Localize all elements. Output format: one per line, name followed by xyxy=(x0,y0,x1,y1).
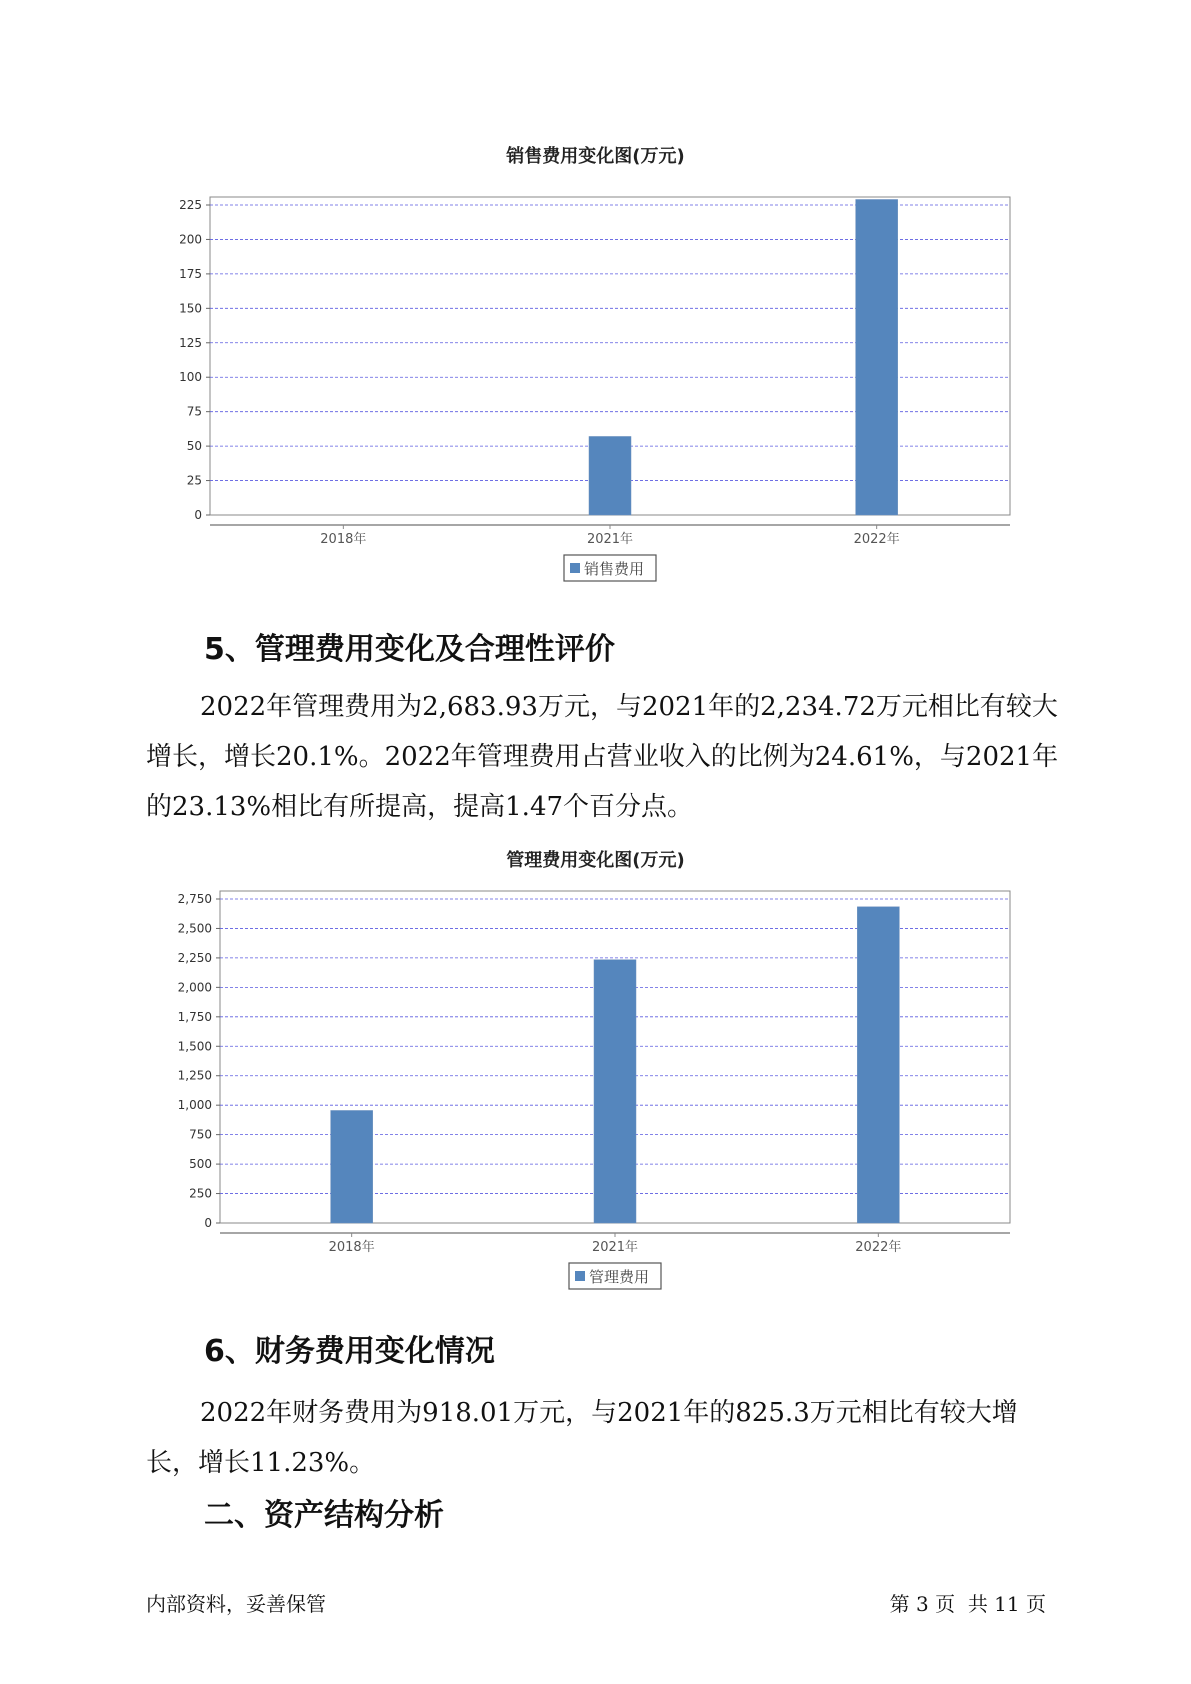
y-tick-label: 0 xyxy=(204,1216,212,1230)
section-6-text: 2022年财务费用为918.01万元，与2021年的825.3万元相比有较大增长，增长11.23%。 xyxy=(146,1398,1018,1478)
bar xyxy=(594,960,636,1223)
bar xyxy=(589,436,631,515)
y-tick-label: 150 xyxy=(179,301,202,316)
sales-expense-chart xyxy=(0,170,1191,590)
category-label: 2018年 xyxy=(328,1240,375,1255)
y-tick-label: 1,250 xyxy=(177,1068,212,1083)
bar xyxy=(856,199,898,515)
category-label: 2021年 xyxy=(591,1240,639,1255)
category-label: 2022年 xyxy=(853,532,900,547)
y-tick-label: 250 xyxy=(189,1186,212,1201)
section-5-text: 2022年管理费用为2,683.93万元，与2021年的2,234.72万元相比有较大增长，增长20.1%。2022年管理费用占营业收入的比例为24.61%，与2021年的23.13%相比有所提高，提高1.47个百分点。 xyxy=(146,692,1059,822)
y-tick-label: 1,000 xyxy=(177,1098,212,1113)
footer-confidential-note: 内部资料，妥善保管 xyxy=(146,1592,326,1616)
y-tick-label: 125 xyxy=(179,335,202,350)
admin-expense-chart xyxy=(0,876,1191,1296)
y-tick-label: 2,000 xyxy=(177,980,212,995)
y-tick-label: 1,500 xyxy=(177,1039,212,1054)
category-label: 2018年 xyxy=(320,532,367,547)
category-label: 2021年 xyxy=(586,532,634,547)
footer-page-number: 第 3 页 共 11 页 xyxy=(889,1592,1046,1616)
admin-chart-title: 管理费用变化图(万元) xyxy=(506,850,685,871)
bar xyxy=(331,1110,373,1223)
y-tick-label: 75 xyxy=(186,404,202,419)
section-6-paragraph xyxy=(146,1388,1066,1488)
bar xyxy=(857,907,899,1223)
sales-chart-title: 销售费用变化图(万元) xyxy=(506,146,685,167)
legend-swatch xyxy=(570,563,580,573)
legend-label: 销售费用 xyxy=(584,560,645,578)
y-tick-label: 2,750 xyxy=(177,892,212,906)
y-tick-label: 2,250 xyxy=(177,950,212,965)
y-tick-label: 25 xyxy=(186,473,202,488)
legend-label: 管理费用 xyxy=(589,1268,650,1286)
y-tick-label: 200 xyxy=(179,232,202,247)
y-tick-label: 50 xyxy=(186,439,202,454)
y-tick-label: 500 xyxy=(189,1157,212,1172)
section-5-paragraph xyxy=(146,682,1066,832)
y-tick-label: 750 xyxy=(189,1127,212,1142)
y-tick-label: 225 xyxy=(179,198,202,212)
category-label: 2022年 xyxy=(855,1240,902,1255)
y-tick-label: 100 xyxy=(179,370,202,385)
y-tick-label: 175 xyxy=(179,266,202,281)
y-tick-label: 2,500 xyxy=(177,921,212,936)
y-tick-label: 1,750 xyxy=(177,1009,212,1024)
section-asset-structure-heading: 二、资产结构分析 xyxy=(204,1498,444,1533)
legend-swatch xyxy=(575,1271,585,1281)
section-5-heading: 5、管理费用变化及合理性评价 xyxy=(204,632,615,667)
y-tick-label: 0 xyxy=(194,508,202,522)
section-6-heading: 6、财务费用变化情况 xyxy=(204,1334,495,1369)
